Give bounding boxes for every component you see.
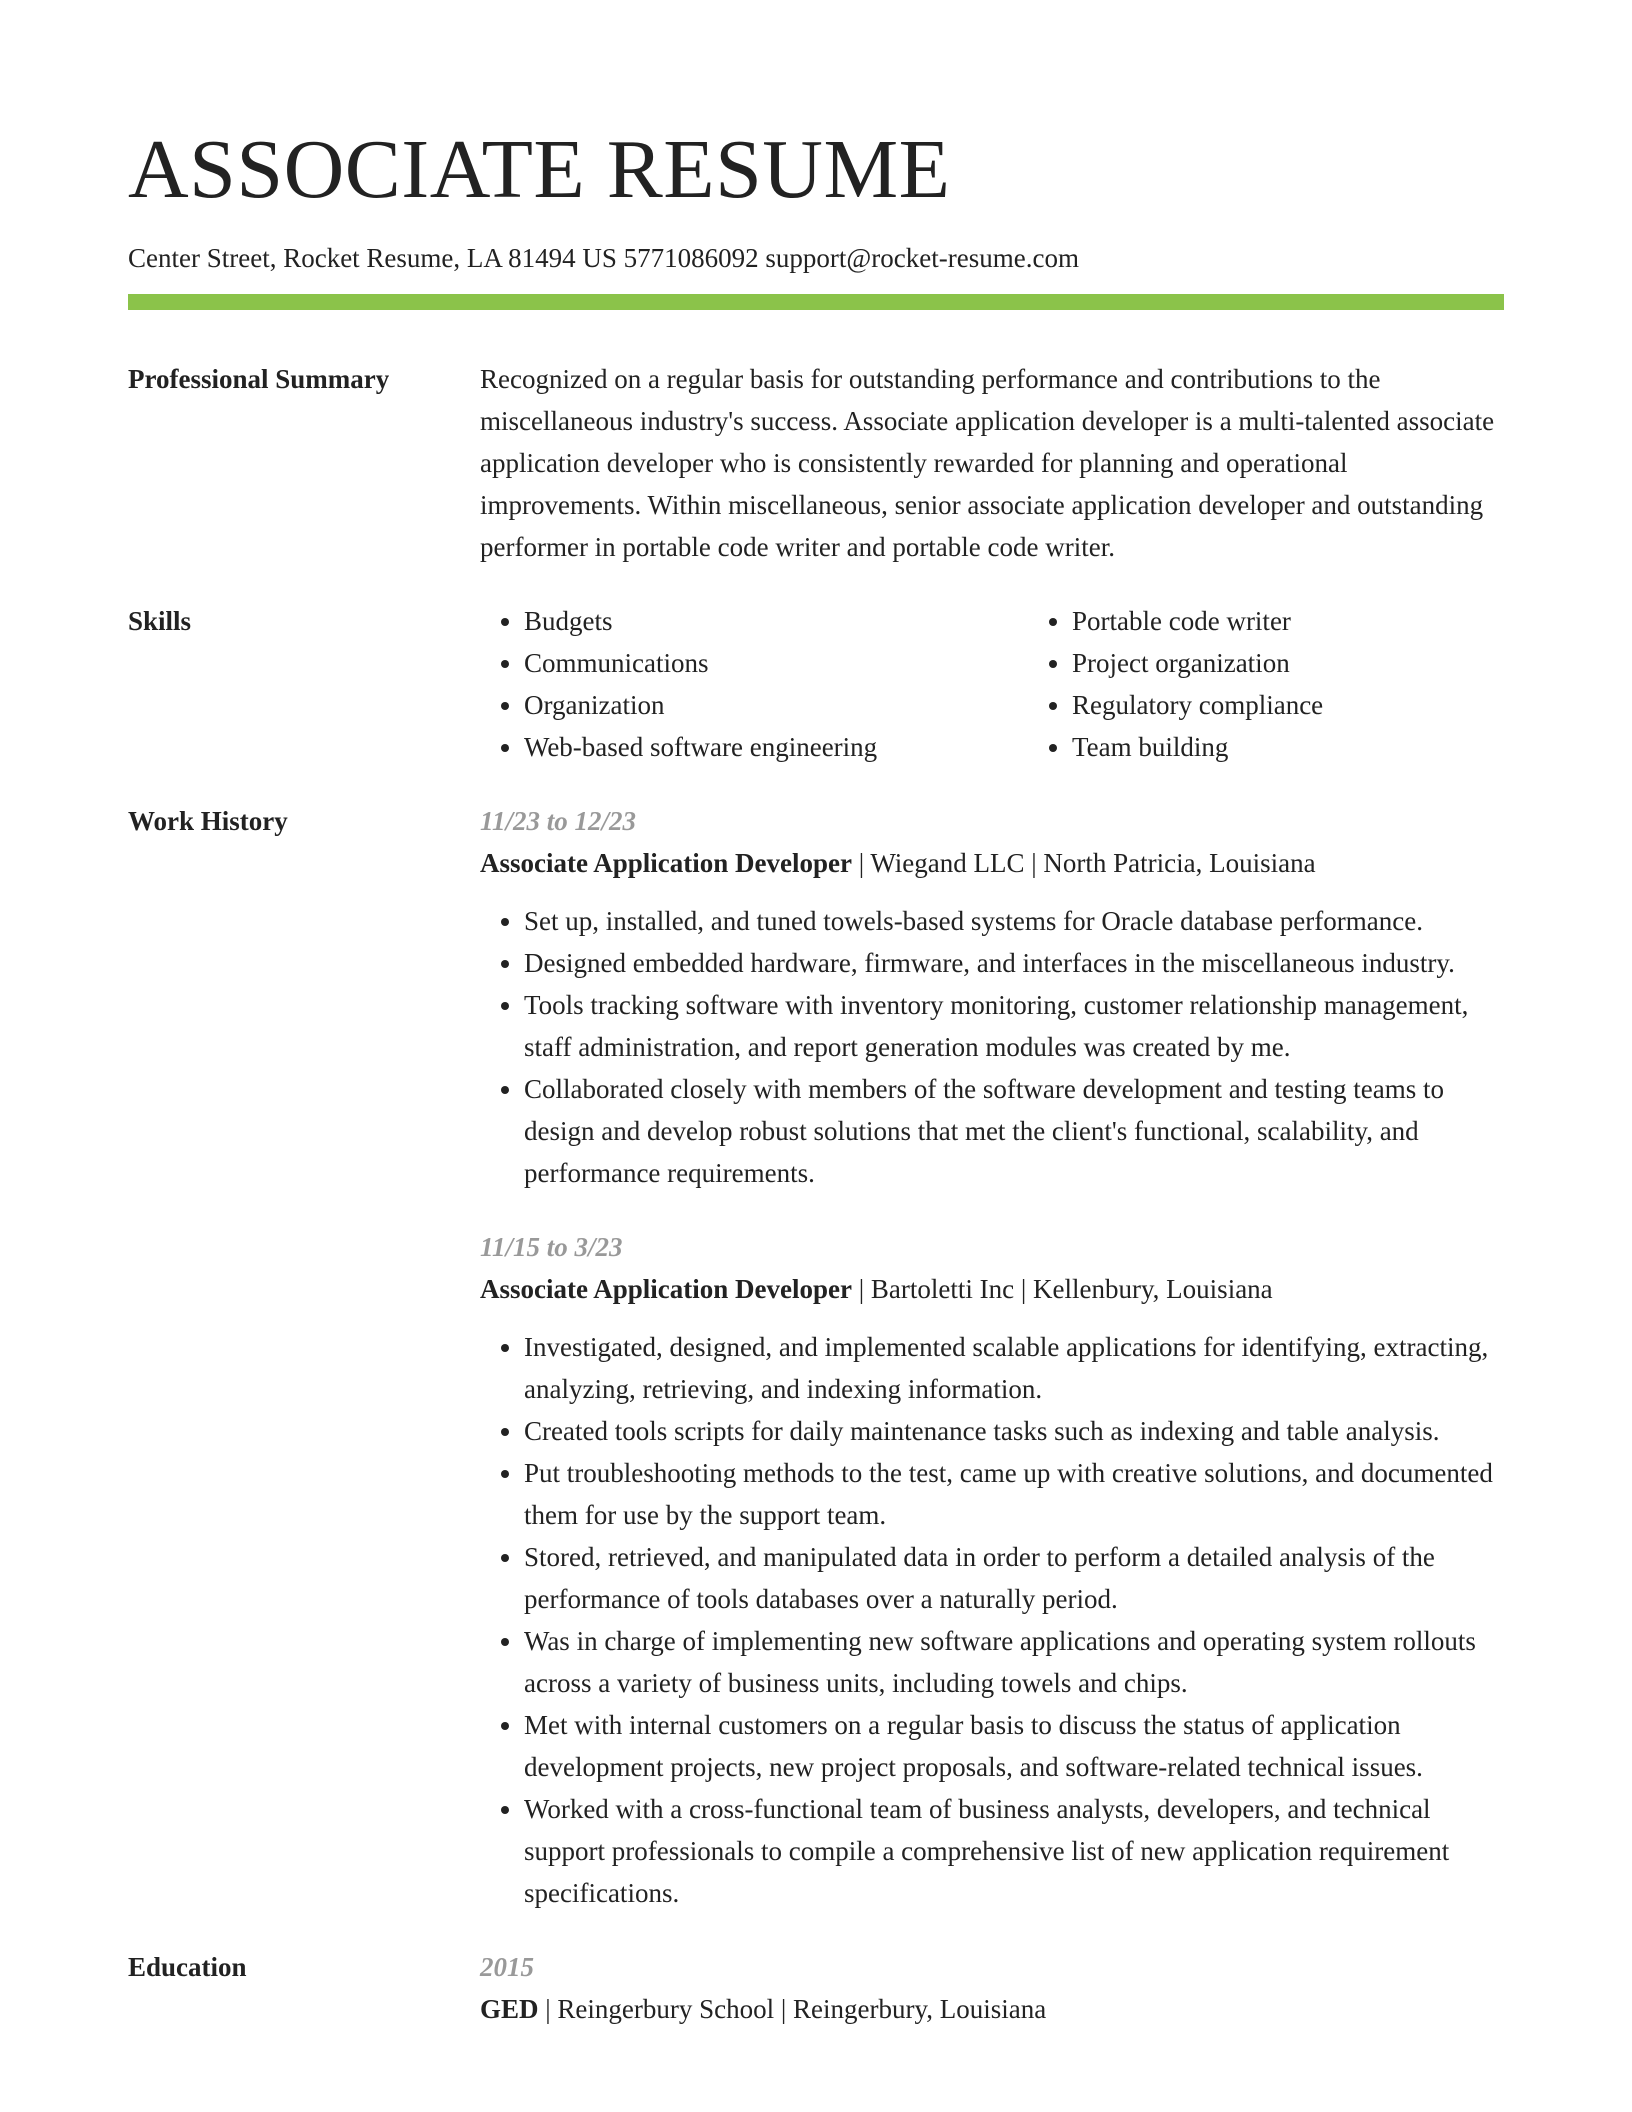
education-degree: GED	[480, 1994, 539, 2024]
work-history-section	[128, 800, 1504, 1914]
summary-section	[128, 358, 1504, 568]
job-bullet: • Was in charge of implementing new software applications and operating system rollouts across a variety of business units, including towels and chips.	[524, 1620, 1504, 1704]
skill-item: • Regulatory compliance	[1072, 684, 1576, 726]
summary-label: Professional Summary	[128, 364, 390, 394]
skill-item: • Web-based software engineering	[524, 726, 1028, 768]
skill-item: • Budgets	[524, 600, 1028, 642]
job-dates: 11/15 to 3/23	[480, 1232, 623, 1262]
skills-column-2	[1028, 600, 1576, 768]
job-entry	[480, 800, 1504, 1194]
skills-column-1	[480, 600, 1028, 768]
skills-section	[128, 600, 1504, 768]
job-heading	[480, 1268, 1504, 1310]
education-details: | Reingerbury School | Reingerbury, Louisiana	[538, 1994, 1047, 2024]
education-year: 2015	[480, 1952, 534, 1982]
job-heading	[480, 842, 1504, 884]
education-heading	[480, 1988, 1504, 2030]
job-details: | Bartoletti Inc | Kellenbury, Louisiana	[851, 1274, 1273, 1304]
job-bullet: • Put troubleshooting methods to the test, came up with creative solutions, and documented them for use by the support team.	[524, 1452, 1504, 1536]
job-title: Associate Application Developer	[480, 848, 852, 878]
job-bullet: • Met with internal customers on a regular basis to discuss the status of application development projects, new project proposals, and software-related technical issues.	[524, 1704, 1504, 1788]
summary-text: Recognized on a regular basis for outstanding performance and contributions to the miscellaneous industry's success. Associate application developer is a multi-talented associate application developer who is consistently rewarded for planning and operational improvements. Within miscellaneous, senior associate application developer and outstanding performer in portable code writer and portable code writer.	[480, 364, 1495, 562]
job-bullet: • Set up, installed, and tuned towels-based systems for Oracle database performance.	[524, 900, 1504, 942]
job-entry	[480, 1226, 1504, 1914]
skills-list	[480, 600, 1576, 768]
resume-title: ASSOCIATE RESUME	[128, 123, 951, 216]
job-bullet: • Created tools scripts for daily maintenance tasks such as indexing and table analysis.	[524, 1410, 1504, 1452]
resume-page	[128, 120, 1504, 2030]
skill-item: • Project organization	[1072, 642, 1576, 684]
job-bullet: • Stored, retrieved, and manipulated data in order to perform a detailed analysis of the performance of tools databases over a naturally period.	[524, 1536, 1504, 1620]
job-bullet: • Tools tracking software with inventory monitoring, customer relationship management, staff administration, and report generation modules was created by me.	[524, 984, 1504, 1068]
skill-item: • Organization	[524, 684, 1028, 726]
job-bullets	[480, 900, 1504, 1194]
job-bullet: • Investigated, designed, and implemented scalable applications for identifying, extracting, analyzing, retrieving, and indexing information.	[524, 1326, 1504, 1410]
work-history-label: Work History	[128, 806, 288, 836]
skill-item: • Team building	[1072, 726, 1576, 768]
education-label: Education	[128, 1952, 247, 1982]
job-bullet: • Worked with a cross-functional team of business analysts, developers, and technical support professionals to compile a comprehensive list of new application requirement specifications.	[524, 1788, 1504, 1914]
education-section	[128, 1946, 1504, 2030]
job-details: | Wiegand LLC | North Patricia, Louisiana	[851, 848, 1316, 878]
job-bullet: • Designed embedded hardware, firmware, and interfaces in the miscellaneous industry.	[524, 942, 1504, 984]
job-bullet: • Collaborated closely with members of the software development and testing teams to design and develop robust solutions that met the client's functional, scalability, and performance requirements.	[524, 1068, 1504, 1194]
contact-line: Center Street, Rocket Resume, LA 81494 US 5771086092 support@rocket-resume.com	[128, 243, 1079, 273]
skills-label: Skills	[128, 606, 192, 636]
job-title: Associate Application Developer	[480, 1274, 852, 1304]
job-dates: 11/23 to 12/23	[480, 806, 637, 836]
header-divider	[128, 294, 1504, 310]
skill-item: • Communications	[524, 642, 1028, 684]
skill-item: • Portable code writer	[1072, 600, 1576, 642]
job-bullets	[480, 1326, 1504, 1914]
